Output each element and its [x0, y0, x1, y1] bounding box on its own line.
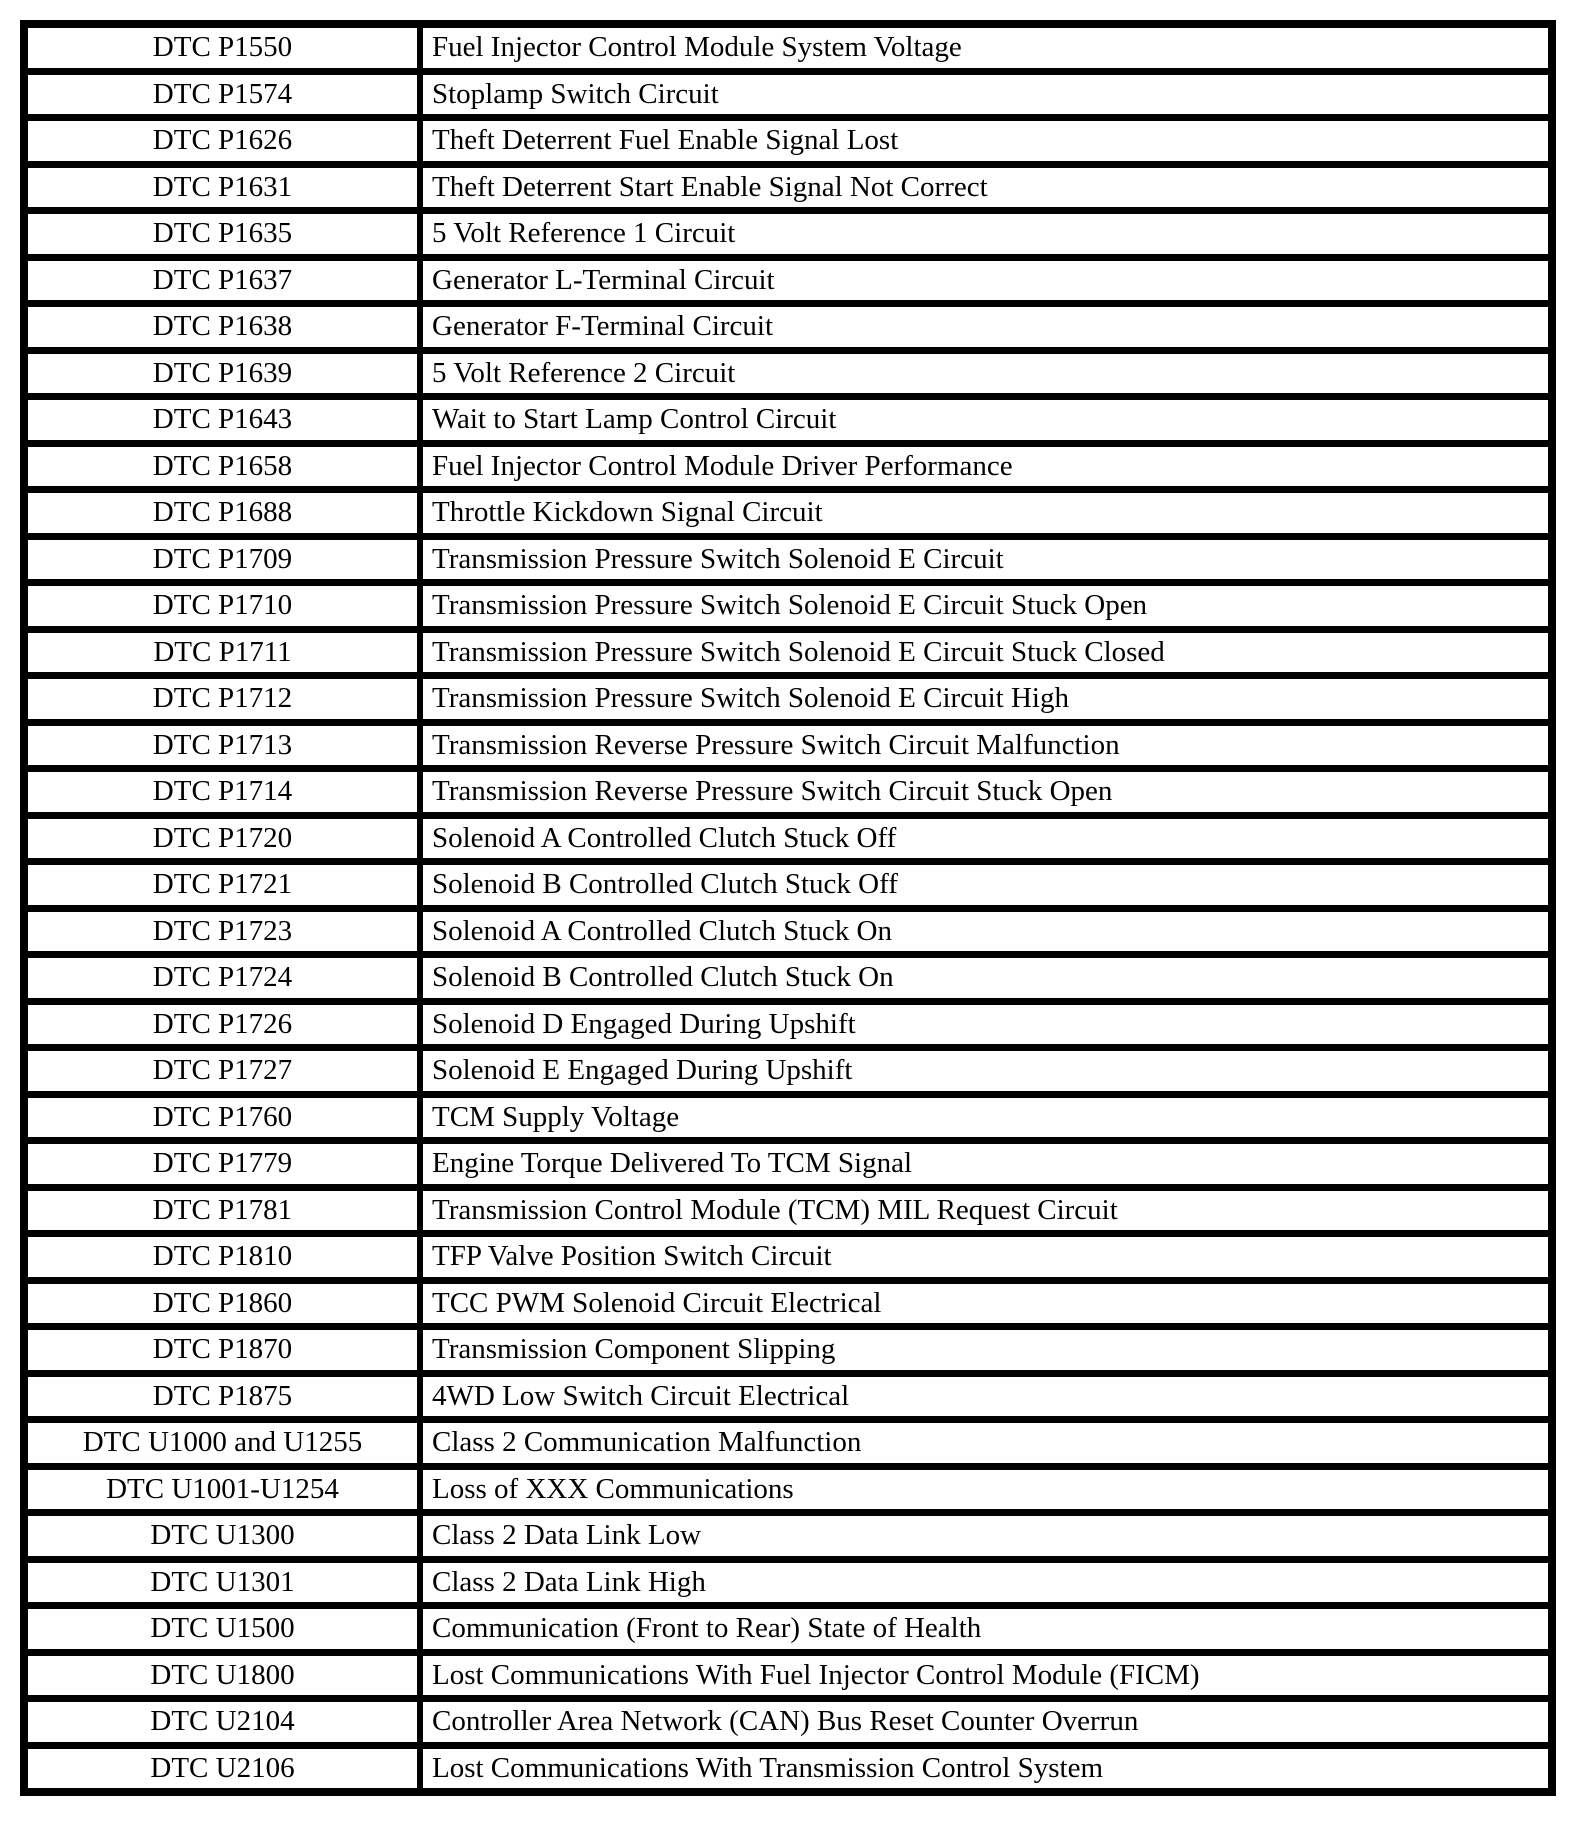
document-page	[20, 20, 1556, 1796]
dtc-description-cell: TCM Supply Voltage	[420, 1094, 1552, 1141]
dtc-description-cell: Fuel Injector Control Module Driver Performance	[420, 443, 1552, 490]
dtc-description-cell: Transmission Pressure Switch Solenoid E Circuit High	[420, 676, 1552, 723]
dtc-code-cell: DTC U2106	[24, 1745, 420, 1792]
dtc-code-cell: DTC P1643	[24, 397, 420, 444]
table-row	[24, 1187, 1552, 1234]
dtc-code-cell: DTC P1574	[24, 71, 420, 118]
table-row	[24, 955, 1552, 1002]
dtc-description-cell: Transmission Pressure Switch Solenoid E Circuit Stuck Open	[420, 583, 1552, 630]
dtc-description-cell: Generator F-Terminal Circuit	[420, 304, 1552, 351]
dtc-code-cell: DTC U1001-U1254	[24, 1466, 420, 1513]
dtc-description-cell: Lost Communications With Fuel Injector Control Module (FICM)	[420, 1652, 1552, 1699]
dtc-code-cell: DTC U2104	[24, 1699, 420, 1746]
dtc-code-cell: DTC U1500	[24, 1606, 420, 1653]
dtc-description-cell: Solenoid A Controlled Clutch Stuck On	[420, 908, 1552, 955]
dtc-code-cell: DTC P1626	[24, 118, 420, 165]
dtc-code-cell: DTC P1711	[24, 629, 420, 676]
table-row	[24, 1094, 1552, 1141]
dtc-code-cell: DTC P1709	[24, 536, 420, 583]
dtc-code-cell: DTC P1658	[24, 443, 420, 490]
dtc-code-cell: DTC P1635	[24, 211, 420, 258]
table-row	[24, 1513, 1552, 1560]
dtc-code-cell: DTC U1301	[24, 1559, 420, 1606]
dtc-code-cell: DTC P1631	[24, 164, 420, 211]
dtc-code-cell: DTC P1727	[24, 1048, 420, 1095]
dtc-code-cell: DTC U1800	[24, 1652, 420, 1699]
dtc-code-cell: DTC P1712	[24, 676, 420, 723]
dtc-description-cell: Loss of XXX Communications	[420, 1466, 1552, 1513]
dtc-description-cell: Communication (Front to Rear) State of Health	[420, 1606, 1552, 1653]
table-row	[24, 443, 1552, 490]
table-row	[24, 211, 1552, 258]
dtc-code-cell: DTC P1721	[24, 862, 420, 909]
dtc-code-cell: DTC P1723	[24, 908, 420, 955]
table-row	[24, 118, 1552, 165]
table-row	[24, 536, 1552, 583]
table-row	[24, 1001, 1552, 1048]
dtc-description-cell: 4WD Low Switch Circuit Electrical	[420, 1373, 1552, 1420]
dtc-description-cell: Transmission Control Module (TCM) MIL Request Circuit	[420, 1187, 1552, 1234]
dtc-code-cell: DTC P1724	[24, 955, 420, 1002]
dtc-description-cell: Solenoid E Engaged During Upshift	[420, 1048, 1552, 1095]
table-row	[24, 1280, 1552, 1327]
dtc-description-cell: 5 Volt Reference 1 Circuit	[420, 211, 1552, 258]
dtc-code-cell: DTC P1637	[24, 257, 420, 304]
dtc-code-cell: DTC P1714	[24, 769, 420, 816]
table-row	[24, 1559, 1552, 1606]
table-row	[24, 583, 1552, 630]
dtc-code-cell: DTC P1726	[24, 1001, 420, 1048]
dtc-code-cell: DTC P1638	[24, 304, 420, 351]
table-row	[24, 71, 1552, 118]
dtc-description-cell: Lost Communications With Transmission Control System	[420, 1745, 1552, 1792]
table-row	[24, 722, 1552, 769]
table-row	[24, 24, 1552, 71]
dtc-description-cell: Throttle Kickdown Signal Circuit	[420, 490, 1552, 537]
table-row	[24, 908, 1552, 955]
table-row	[24, 676, 1552, 723]
dtc-code-cell: DTC P1710	[24, 583, 420, 630]
dtc-description-cell: Controller Area Network (CAN) Bus Reset Counter Overrun	[420, 1699, 1552, 1746]
table-row	[24, 1048, 1552, 1095]
dtc-description-cell: Transmission Reverse Pressure Switch Circuit Malfunction	[420, 722, 1552, 769]
dtc-code-cell: DTC P1870	[24, 1327, 420, 1374]
dtc-description-cell: TCC PWM Solenoid Circuit Electrical	[420, 1280, 1552, 1327]
dtc-code-cell: DTC P1720	[24, 815, 420, 862]
table-row	[24, 1466, 1552, 1513]
dtc-description-cell: Transmission Component Slipping	[420, 1327, 1552, 1374]
dtc-code-cell: DTC U1000 and U1255	[24, 1420, 420, 1467]
dtc-description-cell: Stoplamp Switch Circuit	[420, 71, 1552, 118]
dtc-code-cell: DTC U1300	[24, 1513, 420, 1560]
table-row	[24, 815, 1552, 862]
table-row	[24, 1420, 1552, 1467]
dtc-code-cell: DTC P1860	[24, 1280, 420, 1327]
dtc-code-cell: DTC P1688	[24, 490, 420, 537]
dtc-code-cell: DTC P1639	[24, 350, 420, 397]
dtc-code-cell: DTC P1713	[24, 722, 420, 769]
table-row	[24, 1652, 1552, 1699]
table-row	[24, 257, 1552, 304]
dtc-description-cell: Engine Torque Delivered To TCM Signal	[420, 1141, 1552, 1188]
table-row	[24, 1234, 1552, 1281]
dtc-code-cell: DTC P1875	[24, 1373, 420, 1420]
dtc-code-cell: DTC P1810	[24, 1234, 420, 1281]
dtc-description-cell: Transmission Pressure Switch Solenoid E Circuit Stuck Closed	[420, 629, 1552, 676]
dtc-description-cell: Wait to Start Lamp Control Circuit	[420, 397, 1552, 444]
dtc-description-cell: 5 Volt Reference 2 Circuit	[420, 350, 1552, 397]
table-row	[24, 862, 1552, 909]
dtc-description-cell: Theft Deterrent Fuel Enable Signal Lost	[420, 118, 1552, 165]
table-row	[24, 1606, 1552, 1653]
dtc-code-cell: DTC P1781	[24, 1187, 420, 1234]
table-row	[24, 1699, 1552, 1746]
dtc-table-body	[24, 24, 1552, 1792]
table-row	[24, 304, 1552, 351]
dtc-description-cell: Class 2 Data Link High	[420, 1559, 1552, 1606]
table-row	[24, 769, 1552, 816]
dtc-code-cell: DTC P1760	[24, 1094, 420, 1141]
table-row	[24, 1141, 1552, 1188]
dtc-code-cell: DTC P1779	[24, 1141, 420, 1188]
table-row	[24, 1327, 1552, 1374]
table-row	[24, 629, 1552, 676]
table-row	[24, 397, 1552, 444]
dtc-description-cell: Solenoid B Controlled Clutch Stuck On	[420, 955, 1552, 1002]
dtc-description-cell: Generator L-Terminal Circuit	[420, 257, 1552, 304]
dtc-description-cell: Class 2 Data Link Low	[420, 1513, 1552, 1560]
dtc-description-cell: Transmission Reverse Pressure Switch Circuit Stuck Open	[420, 769, 1552, 816]
dtc-description-cell: Class 2 Communication Malfunction	[420, 1420, 1552, 1467]
table-row	[24, 1745, 1552, 1792]
dtc-description-cell: Fuel Injector Control Module System Voltage	[420, 24, 1552, 71]
table-row	[24, 1373, 1552, 1420]
dtc-table	[20, 20, 1556, 1796]
table-row	[24, 164, 1552, 211]
dtc-description-cell: TFP Valve Position Switch Circuit	[420, 1234, 1552, 1281]
dtc-description-cell: Solenoid B Controlled Clutch Stuck Off	[420, 862, 1552, 909]
dtc-description-cell: Theft Deterrent Start Enable Signal Not Correct	[420, 164, 1552, 211]
dtc-code-cell: DTC P1550	[24, 24, 420, 71]
dtc-description-cell: Solenoid A Controlled Clutch Stuck Off	[420, 815, 1552, 862]
dtc-description-cell: Solenoid D Engaged During Upshift	[420, 1001, 1552, 1048]
table-row	[24, 490, 1552, 537]
dtc-description-cell: Transmission Pressure Switch Solenoid E Circuit	[420, 536, 1552, 583]
table-row	[24, 350, 1552, 397]
